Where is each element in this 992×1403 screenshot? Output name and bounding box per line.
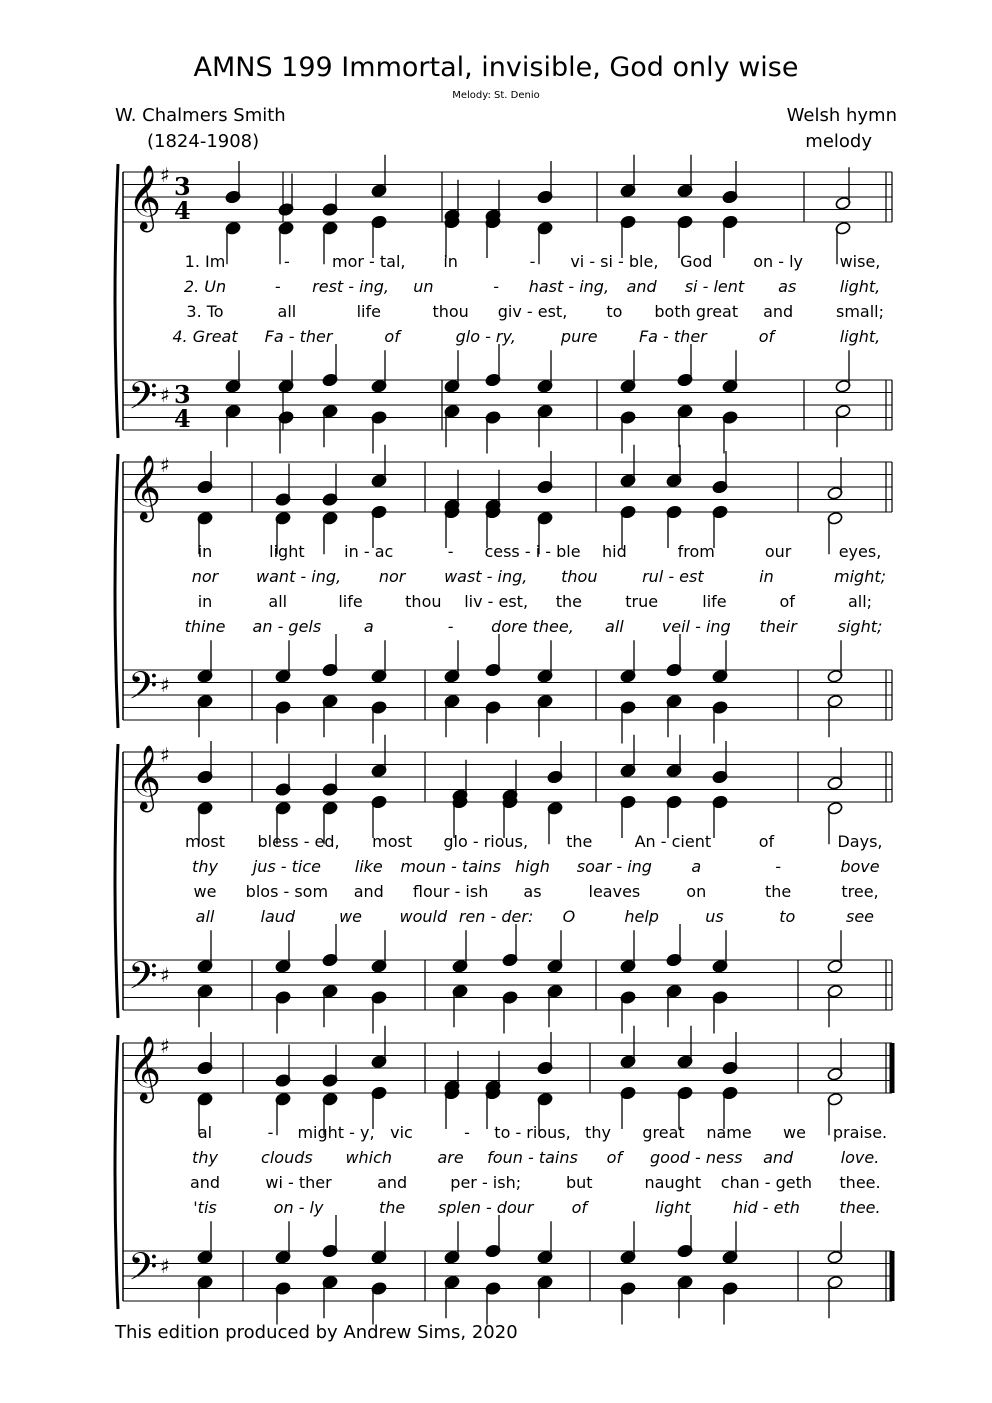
bass-clef: 𝄢 — [128, 373, 158, 427]
lyric-syllable: thou — [405, 592, 442, 611]
treble-clef: 𝄞 — [128, 745, 162, 810]
lyric-syllable: vic — [390, 1123, 413, 1142]
lyric-syllable: all — [277, 302, 297, 321]
treble-clef: 𝄞 — [128, 165, 162, 230]
brace — [115, 454, 118, 728]
lyric-syllable: on - ly — [753, 252, 804, 271]
time-signature-top: 3 — [174, 380, 191, 409]
lyric-syllable: in - ac — [344, 542, 394, 561]
hymn-title: AMNS 199 Immortal, invisible, God only wise — [193, 52, 799, 83]
lyric-syllable: dore thee, — [491, 617, 574, 636]
lyric-syllable: like — [354, 857, 383, 876]
lyric-syllable: both great — [654, 302, 739, 321]
lyric-syllable: us — [705, 907, 724, 926]
lyric-syllable: hid — [602, 542, 627, 561]
lyric-syllable: wi - ther — [265, 1173, 332, 1192]
lyric-syllable: 4. Great — [172, 327, 238, 346]
key-signature-sharp: ♯ — [160, 383, 170, 407]
brace — [115, 164, 118, 438]
lyric-syllable: thy — [192, 857, 218, 876]
lyric-syllable: moun - tains — [400, 857, 501, 876]
lyric-syllable: thine — [184, 617, 226, 636]
lyric-syllable: 3. To — [186, 302, 224, 321]
lyric-syllable: of — [779, 592, 795, 611]
lyric-syllable: to — [606, 302, 623, 321]
tune-source-line2: melody — [805, 131, 872, 152]
lyric-syllable: the — [555, 592, 583, 611]
lyric-syllable: might; — [834, 567, 886, 586]
edition-credit: This edition produced by Andrew Sims, 2020 — [115, 1322, 518, 1343]
lyric-syllable: life — [702, 592, 727, 611]
lyric-syllable: glo - rious, — [443, 832, 529, 851]
lyric-syllable: - — [493, 277, 500, 296]
lyric-syllable: - — [274, 277, 281, 296]
key-signature-sharp: ♯ — [160, 743, 170, 767]
lyric-syllable: to - rious, — [494, 1123, 571, 1142]
lyric-syllable: O — [562, 907, 576, 926]
key-signature-sharp: ♯ — [160, 1254, 170, 1278]
lyric-syllable: si - lent — [684, 277, 745, 296]
lyric-syllable: of — [571, 1198, 587, 1217]
lyric-syllable: but — [565, 1173, 593, 1192]
lyric-syllable: light — [655, 1198, 691, 1217]
lyric-syllable: the — [764, 882, 792, 901]
lyric-syllable: nor — [378, 567, 406, 586]
lyric-syllable: of — [758, 327, 775, 346]
lyric-syllable: mor - tal, — [331, 252, 406, 271]
lyric-syllable: laud — [260, 907, 296, 926]
lyric-syllable: most — [185, 832, 225, 851]
lyric-syllable: we — [193, 882, 217, 901]
lyric-syllable: light — [269, 542, 305, 561]
brace — [115, 744, 118, 1018]
lyric-syllable: as — [523, 882, 542, 901]
lyric-syllable: God — [680, 252, 713, 271]
lyric-syllable: - — [464, 1123, 470, 1142]
lyric-syllable: their — [759, 617, 797, 636]
lyric-syllable: - — [447, 542, 454, 561]
lyric-syllable: 2. Un — [183, 277, 227, 296]
lyric-syllable: bless - ed, — [257, 832, 340, 851]
lyric-syllable: would — [399, 907, 448, 926]
lyric-syllable: an - gels — [252, 617, 322, 636]
lyric-syllable: blos - som — [245, 882, 329, 901]
lyric-syllable: wast - ing, — [444, 567, 528, 586]
lyric-syllable: praise. — [832, 1123, 888, 1142]
lyric-syllable: Fa - ther — [264, 327, 333, 346]
lyric-syllable: - — [283, 252, 290, 271]
lyric-syllable: al — [197, 1123, 213, 1142]
lyric-syllable: light, — [839, 327, 881, 346]
key-signature-sharp: ♯ — [160, 163, 170, 187]
lyric-syllable: bove — [840, 857, 880, 876]
lyric-syllable: sight; — [837, 617, 883, 636]
lyric-syllable: great — [642, 1123, 685, 1142]
lyric-syllable: hid - eth — [732, 1198, 800, 1217]
lyric-syllable: - — [775, 857, 782, 876]
lyric-syllable: and — [377, 1173, 408, 1192]
lyric-syllable: liv - est, — [464, 592, 529, 611]
melody-name: Melody: St. Denio — [452, 90, 540, 101]
lyric-syllable: all — [605, 617, 624, 636]
lyric-syllable: thy — [192, 1148, 218, 1167]
lyric-syllable: wise, — [839, 252, 881, 271]
lyric-syllable: - — [267, 1123, 274, 1142]
lyric-syllable: and — [763, 1148, 794, 1167]
tune-source-line1: Welsh hymn — [786, 105, 897, 126]
lyric-syllable: in — [197, 542, 213, 561]
lyric-syllable: a — [691, 857, 702, 876]
lyric-syllable: from — [677, 542, 715, 561]
lyric-syllable: pure — [560, 327, 598, 346]
time-signature-bottom: 4 — [174, 404, 191, 433]
lyric-syllable: might - y, — [297, 1123, 375, 1142]
lyric-syllable: and — [626, 277, 657, 296]
lyric-syllable: soar - ing — [576, 857, 652, 876]
lyric-syllable: on - ly — [273, 1198, 324, 1217]
lyric-syllable: thee. — [839, 1173, 881, 1192]
lyric-syllable: the — [379, 1198, 406, 1217]
lyric-syllable: as — [778, 277, 797, 296]
lyric-syllable: 1. Im — [184, 252, 226, 271]
lyric-syllable: in — [759, 567, 774, 586]
lyric-syllable: flour - ish — [412, 882, 489, 901]
lyric-syllable: which — [345, 1148, 393, 1167]
lyric-syllable: thou — [432, 302, 469, 321]
words-author-dates: (1824-1908) — [147, 131, 260, 152]
lyric-syllable: all — [268, 592, 288, 611]
lyric-syllable: small; — [835, 302, 885, 321]
lyric-syllable: of — [384, 327, 400, 346]
lyric-syllable: we — [339, 907, 363, 926]
lyric-syllable: our — [764, 542, 792, 561]
bass-clef: 𝄢 — [128, 953, 158, 1007]
lyric-syllable: hast - ing, — [528, 277, 610, 296]
lyric-syllable: good - ness — [650, 1148, 743, 1167]
lyric-syllable: light, — [839, 277, 881, 296]
key-signature-sharp: ♯ — [160, 673, 170, 697]
lyric-syllable: and — [353, 882, 384, 901]
lyric-syllable: in — [443, 252, 458, 271]
lyric-syllable: help — [624, 907, 659, 926]
lyric-syllable: we — [783, 1123, 806, 1142]
lyric-syllable: name — [706, 1123, 752, 1142]
lyric-syllable: in — [197, 592, 213, 611]
lyric-syllable: thy — [585, 1123, 611, 1142]
lyric-syllable: thee. — [839, 1198, 881, 1217]
lyric-syllable: 'tis — [193, 1198, 217, 1217]
lyric-syllable: of — [606, 1148, 623, 1167]
time-signature-bottom: 4 — [174, 196, 191, 225]
lyric-syllable: thou — [561, 567, 598, 586]
lyric-syllable: true — [625, 592, 659, 611]
lyric-syllable: high — [515, 857, 550, 876]
lyric-syllable: of — [758, 832, 775, 851]
lyric-syllable: life — [356, 302, 381, 321]
lyric-syllable: and — [189, 1173, 221, 1192]
lyric-syllable: jus - tice — [252, 857, 321, 876]
lyric-syllable: see — [845, 907, 875, 926]
lyric-syllable: a — [363, 617, 374, 636]
lyric-syllable: vi - si - ble, — [570, 252, 659, 271]
lyric-syllable: the — [566, 832, 593, 851]
lyric-syllable: rul - est — [642, 567, 704, 586]
lyric-syllable: and — [763, 302, 794, 321]
lyric-syllable: want - ing, — [256, 567, 342, 586]
lyric-syllable: glo - ry, — [455, 327, 516, 346]
lyric-syllable: per - ish; — [450, 1173, 522, 1192]
lyric-syllable: life — [338, 592, 363, 611]
lyric-syllable: veil - ing — [661, 617, 731, 636]
lyric-syllable: leaves — [588, 882, 641, 901]
key-signature-sharp: ♯ — [160, 1034, 170, 1058]
lyric-syllable: un — [413, 277, 434, 296]
lyric-syllable: nor — [191, 567, 219, 586]
bass-clef: 𝄢 — [128, 663, 158, 717]
lyric-syllable: eyes, — [838, 542, 882, 561]
lyric-syllable: all; — [847, 592, 873, 611]
lyric-syllable: are — [437, 1148, 464, 1167]
lyric-syllable: ren - der: — [458, 907, 534, 926]
lyric-syllable: to — [779, 907, 796, 926]
lyric-syllable: love. — [840, 1148, 880, 1167]
brace — [115, 1035, 118, 1309]
lyric-syllable: An - cient — [634, 832, 712, 851]
treble-clef: 𝄞 — [128, 1036, 162, 1101]
words-author: W. Chalmers Smith — [115, 105, 286, 126]
key-signature-sharp: ♯ — [160, 453, 170, 477]
lyric-syllable: naught — [644, 1173, 702, 1192]
lyric-syllable: chan - geth — [720, 1173, 813, 1192]
lyric-syllable: giv - est, — [497, 302, 568, 321]
lyric-syllable: splen - dour — [437, 1198, 534, 1217]
lyric-syllable: Days, — [837, 832, 883, 851]
treble-clef: 𝄞 — [128, 455, 162, 520]
lyric-syllable: cess - i - ble — [484, 542, 581, 561]
key-signature-sharp: ♯ — [160, 963, 170, 987]
lyric-syllable: most — [372, 832, 413, 851]
lyric-syllable: clouds — [261, 1148, 313, 1167]
lyric-syllable: on — [686, 882, 707, 901]
lyric-syllable: rest - ing, — [312, 277, 389, 296]
lyric-syllable: foun - tains — [487, 1148, 578, 1167]
time-signature-top: 3 — [174, 172, 191, 201]
lyric-syllable: Fa - ther — [638, 327, 707, 346]
lyric-syllable: - — [447, 617, 454, 636]
bass-clef: 𝄢 — [128, 1244, 158, 1298]
lyric-syllable: - — [529, 252, 536, 271]
lyric-syllable: tree, — [841, 882, 879, 901]
lyric-syllable: all — [195, 907, 215, 926]
